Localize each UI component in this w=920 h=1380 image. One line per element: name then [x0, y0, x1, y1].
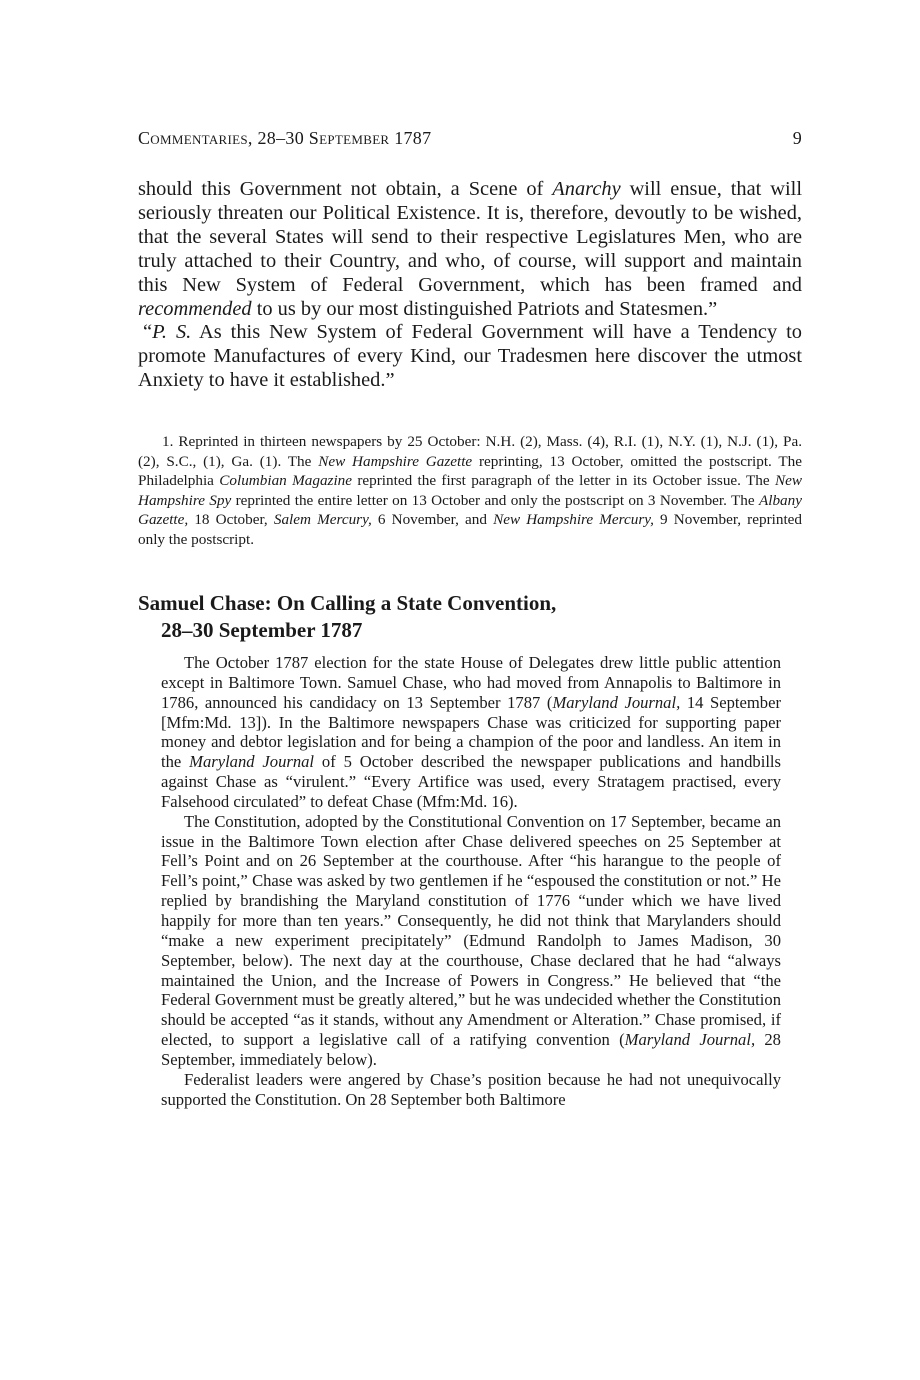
letter-text [138, 178, 802, 393]
editorial-introduction [161, 653, 781, 1109]
running-head-title: Commentaries, 28–30 September 1787 [138, 128, 432, 148]
section-title-line-1: Samuel Chase: On Calling a State Convention, [138, 591, 557, 615]
letter-paragraph-1: should this Government not obtain, a Scene of Anarchy will ensue, that will seriously threaten our Political Existence. It is, therefore, devoutly to be wished, that the several States will send to their respective Legislatures Men, who are truly attached to their Country, and who, of course, will support and maintain this New System of Federal Government, which has been framed and recommended to us by our most distinguished Patriots and Statesmen.” [138, 178, 803, 320]
letter-postscript: “P. S. As this New System of Federal Government will have a Tendency to promote Manufactures of every Kind, our Tradesmen here discover the utmost Anxiety to have it established.” [138, 321, 802, 392]
section-title-line-2: 28–30 September 1787 [161, 618, 363, 642]
intro-paragraph-3: Federalist leaders were angered by Chase’s position because he had not unequivocally supported the Constitution. On 28 September both Baltimore [161, 1069, 781, 1109]
intro-paragraph-2: The Constitution, adopted by the Constitutional Convention on 17 September, became an issue in the Baltimore Town election after Chase delivered speeches on 25 September at Fell’s Point and on 26 September at the courthouse. After “his harangue to the people of Fell’s point,” Chase was asked by two gentlemen if he “espoused the constitution or not.” He replied by brandishing the Maryland constitution of 1776 “under which we have lived happily for more than ten years.” Consequently, he did not think that Marylanders should “make a new experiment precipitately” (Edmund Randolph to James Madison, 30 September, below). The next day at the courthouse, Chase declared that he had “always maintained the Union, and the Increase of Powers in Congress.” He believed that “the Federal Government must be greatly altered,” but he was undecided whether the Constitution should be accepted “as it stands, without any Amendment or Alteration.” Chase promised, if elected, to support a legislative call of a ratifying convention (Maryland Journal, 28 September, immediately below). [161, 811, 781, 1069]
intro-paragraph-1: The October 1787 election for the state House of Delegates drew little public attention except in Baltimore Town. Samuel Chase, who had moved from Annapolis to Baltimore in 1786, announced his candidacy on 13 September 1787 (Maryland Journal, 14 September [Mfm:Md. 13]). In the Baltimore newspapers Chase was criticized for supporting paper money and debtor legislation and for being a champion of the poor and landless. An item in the Maryland Journal of 5 October described the newspaper publications and handbills against Chase as “virulent.” “Every Artifice was used, every Stratagem practised, every Falsehood circulated” to defeat Chase (Mfm:Md. 16). [161, 653, 781, 811]
section-heading [138, 590, 802, 644]
running-header [138, 128, 802, 149]
footnote [138, 432, 802, 549]
page-number: 9 [792, 128, 802, 148]
footnote-1: 1. Reprinted in thirteen newspapers by 25 October: N.H. (2), Mass. (4), R.I. (1), N.Y. (1), N.J. (1), Pa. (2), S.C., (1), Ga. (1). The New Hampshire Gazette reprinting, 13 October, omitted the postscript. The Philadelphia Columbian Magazine reprinted the first paragraph of the letter in its October issue. The New Hampshire Spy reprinted the entire letter on 13 October and only the postscript on 3 November. The Albany Gazette, 18 October, Salem Mercury, 6 November, and New Hampshire Mercury, 9 November, reprinted only the postscript. [138, 433, 803, 548]
